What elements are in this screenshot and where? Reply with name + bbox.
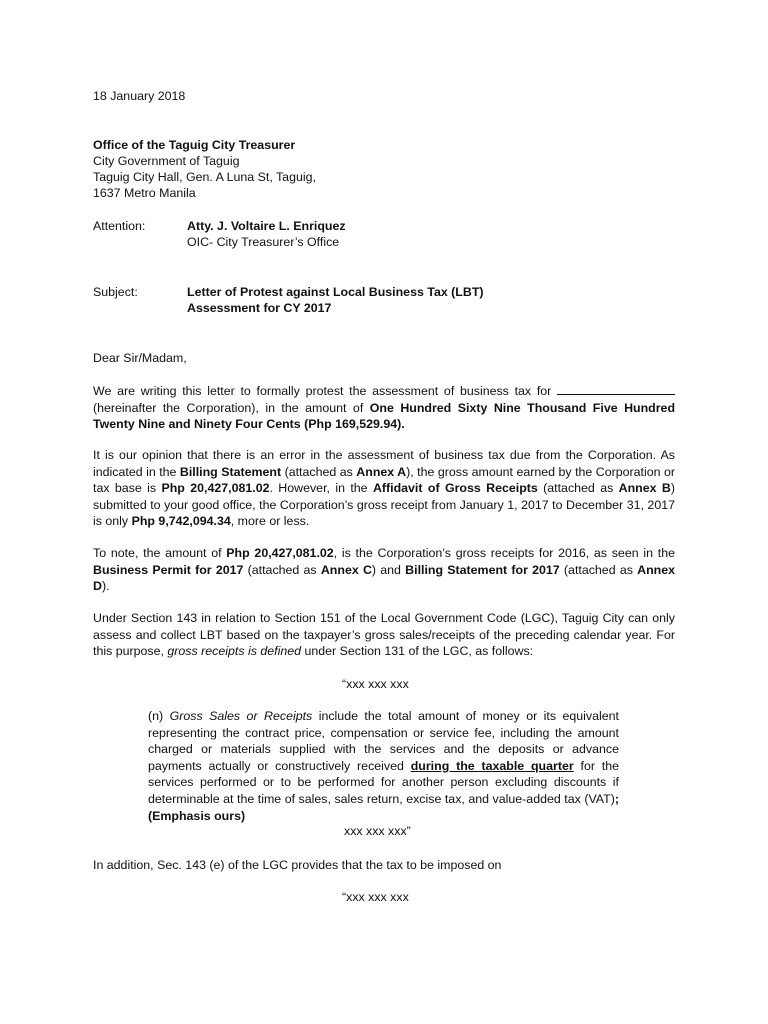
addressee-street: Taguig City Hall, Gen. A Luna St, Taguig, — [93, 170, 316, 184]
quoted-definition: (n) Gross Sales or Receipts include the total amount of money or its equivalent representing the contract price, compensation or service fee, including the amount charged or materials supplied with the services and the deposits or advance payments actually or constructively received during the taxable quarter for the services performed or to be performed for another person excluding discounts if determinable at the time of sales, sales return, excise tax, and value-added tax (VAT); (Emphasis ours) — [148, 709, 620, 823]
subject-line-1: Letter of Protest against Local Business Tax (LBT) — [187, 285, 484, 299]
attention-label: Attention: — [93, 219, 146, 233]
paragraph-protest: We are writing this letter to formally protest the assessment of business tax for (hereinafter the Corporation), in the amount of One Hundred Sixty Nine Thousand Five Hundred Twenty Nine and Ninety Four Cents (Php 169,529.94). — [93, 384, 676, 432]
subject-line-2: Assessment for CY 2017 — [187, 301, 332, 315]
attention-block — [93, 218, 653, 252]
addressee-government: City Government of Taguig — [93, 154, 240, 168]
paragraph-addition: In addition, Sec. 143 (e) of the LGC provides that the tax to be imposed on — [93, 858, 502, 872]
paragraph-note: To note, the amount of Php 20,427,081.02, is the Corporation’s gross receipts for 2016, as seen in the Business Permit for 2017 (attached as Annex C) and Billing Statement for 2017 (attached as Annex D). — [93, 546, 676, 594]
attention-name: Atty. J. Voltaire L. Enriquez — [187, 219, 346, 233]
addressee-office: Office of the Taguig City Treasurer — [93, 138, 296, 152]
corporation-name-blank — [557, 383, 675, 395]
quote-open-ellipsis-2: “xxx xxx xxx — [342, 890, 409, 904]
paragraph-section-143: Under Section 143 in relation to Section 151 of the Local Government Code (LGC), Taguig City can only assess and collect LBT based on the taxpayer’s gross sales/receipts of the preceding calendar year. For this purpose, gross receipts is defined under Section 131 of the LGC, as follows: — [93, 611, 675, 659]
salutation: Dear Sir/Madam, — [93, 351, 187, 365]
letter-date: 18 January 2018 — [93, 89, 186, 103]
quote-close-ellipsis: xxx xxx xxx” — [344, 824, 411, 838]
paragraph-error: It is our opinion that there is an error in the assessment of business tax due from the Corporation. As indicated in the Billing Statement (attached as Annex A), the gross amount earned by the Corporation or tax base is Php 20,427,081.02. However, in the Affidavit of Gross Receipts (attached as Annex B) submitted to your good office, the Corporation’s gross receipt from January 1, 2017 to December 31, 2017 is only Php 9,742,094.34, more or less. — [93, 448, 675, 529]
subject-label: Subject: — [93, 285, 138, 299]
attention-title: OIC- City Treasurer’s Office — [187, 235, 340, 249]
quote-open-ellipsis: “xxx xxx xxx — [342, 677, 409, 691]
addressee-city: 1637 Metro Manila — [93, 186, 196, 200]
subject-block — [93, 284, 653, 318]
